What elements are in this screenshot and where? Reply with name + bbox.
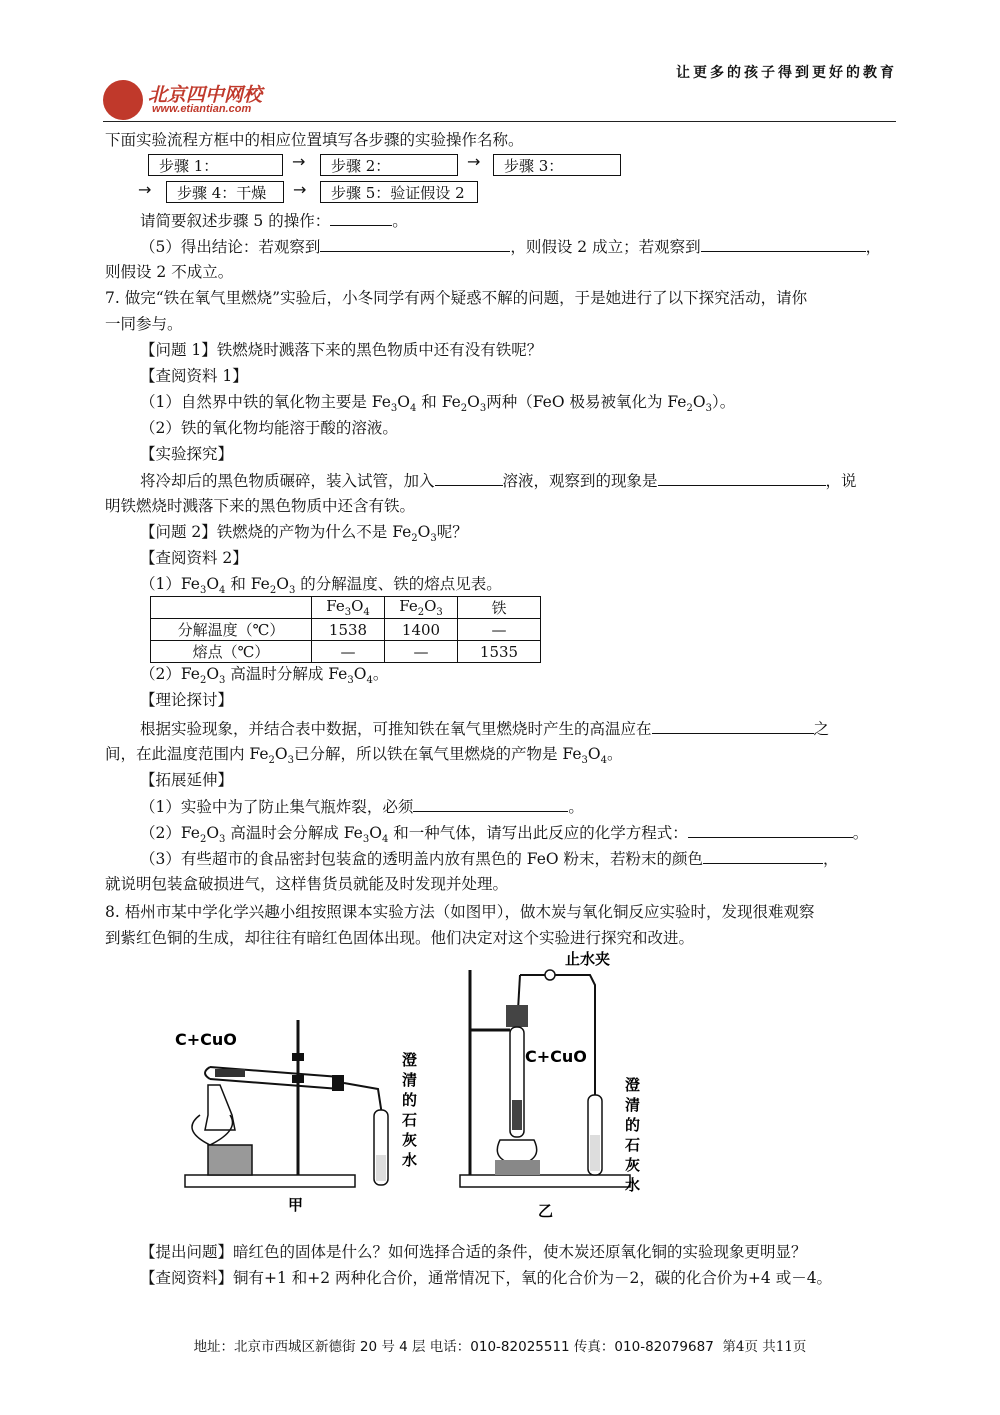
arrow-icon: → <box>138 180 152 199</box>
q7-extension-3-cont: 就说明包装盒破损进气，这样售货员就能及时发现并处理。 <box>105 875 509 893</box>
q6-describe: 请简要叙述步骤 5 的操作： 。 <box>140 208 930 233</box>
table-cell <box>151 597 312 619</box>
q6-intro: 下面实验流程方框中的相应位置填写各步骤的实验操作名称。 <box>105 131 524 149</box>
figure-a-water-char: 石 <box>402 1111 418 1129</box>
q7-theory-cont: 间，在此温度范围内 $Fe_2O_3$已分解，所以铁在氧气里燃烧的产物是 $Fe_3O_4$。 <box>105 745 623 767</box>
q7-theory-heading: 【理论探讨】 <box>140 691 234 709</box>
q8-info: 【查阅资料】铜有+1 和+2 两种化合价，通常情况下，氧的化合价为－2，碳的化合价为+4 或－4。 <box>140 1269 833 1287</box>
figure-b-water-char: 石 <box>625 1136 641 1154</box>
page-footer <box>0 1335 1000 1355</box>
table-cell: $Fe_3O_4$ <box>312 597 385 619</box>
property-table <box>150 596 541 663</box>
q7-reference1-b: （2）铁的氧化物均能溶于酸的溶液。 <box>140 419 398 437</box>
q7-extension-heading: 【拓展延伸】 <box>140 771 234 789</box>
figure-b-water-char: 灰 <box>625 1156 641 1174</box>
figure-a-apparatus <box>170 1005 430 1215</box>
figure-b-water-char: 水 <box>625 1176 641 1194</box>
step3-box: 步骤 3： <box>493 154 621 176</box>
figure-a-water-char: 灰 <box>402 1131 418 1149</box>
q7-reference2-b: $(2)Fe_2O_3$ 高温时分解成 $Fe_3O_4$。 <box>140 665 389 687</box>
step1-box: 步骤 1： <box>148 154 283 176</box>
q7-theory-text: 根据实验现象，并结合表中数据，可推知铁在氧气里燃烧时产生的高温应在 之 <box>140 716 930 741</box>
q7-reference1: 【查阅资料 1】 <box>140 367 248 385</box>
header-slogan: 让更多的孩子得到更好的教育 <box>676 65 897 81</box>
page-number: 第4页 共11页 <box>722 1339 807 1355</box>
figure-b-water-char: 澄 <box>625 1076 641 1094</box>
q7-reference2: 【查阅资料 2】 <box>140 549 248 567</box>
table-cell: 分解温度（℃） <box>151 619 312 641</box>
table-row <box>151 597 541 619</box>
header-divider <box>103 121 896 122</box>
q7-problem1: 【问题 1】铁燃烧时溅落下来的黑色物质中还有没有铁呢？ <box>140 341 543 359</box>
q7-extension-1: （1）实验中为了防止集气瓶炸裂，必须 。 <box>140 794 930 819</box>
arrow-icon: → <box>292 152 306 171</box>
q7-experiment-cont: 明铁燃烧时溅落下来的黑色物质中还含有铁。 <box>105 497 416 515</box>
figure-b-clamp-label: 止水夹 <box>565 950 611 968</box>
figure-b-water-char: 的 <box>625 1116 641 1134</box>
figure-a-label: C+CuO <box>175 1030 237 1049</box>
logo-url: www.etiantian.com <box>152 103 252 115</box>
table-row <box>151 641 541 663</box>
q7-experiment-text: 将冷却后的黑色物质碾碎，装入试管，加入 溶液，观察到的现象是 ，说 <box>140 468 930 493</box>
q7-reference2-a: $(1)Fe_3O_4$ 和 $Fe_2O_3$ 的分解温度、铁的熔点见表。 <box>140 575 502 597</box>
logo-emblem <box>103 80 143 120</box>
table-cell: — <box>385 641 458 663</box>
figure-b-caption: 乙 <box>538 1202 554 1220</box>
q7-title: 7. 做完“铁在氧气里燃烧”实验后，小冬同学有两个疑惑不解的问题，于是她进行了以下探究活动，请你 <box>105 289 808 307</box>
q8-title-cont: 到紫红色铜的生成，却往往有暗红色固体出现。他们决定对这个实验进行探究和改进。 <box>105 929 695 947</box>
q7-extension-3: （3）有些超市的食品密封包装盒的透明盖内放有黑色的 FeO 粉末，若粉末的颜色 ， <box>140 846 930 871</box>
figure-a-water-char: 清 <box>402 1071 418 1089</box>
q8-title: 8. 梧州市某中学化学兴趣小组按照课本实验方法（如图甲），做木炭与氧化铜反应实验时，发现很难观察 <box>105 903 815 921</box>
figure-b-water-char: 清 <box>625 1096 641 1114</box>
figure-a-water-char: 的 <box>402 1091 418 1109</box>
figure-a-caption: 甲 <box>288 1196 304 1214</box>
arrow-icon: → <box>293 180 307 199</box>
figure-b-label: C+CuO <box>525 1047 587 1066</box>
logo-text: 北京四中网校 <box>148 84 263 106</box>
table-cell: — <box>312 641 385 663</box>
table-cell: — <box>458 619 541 641</box>
q7-experiment-heading: 【实验探究】 <box>140 445 234 463</box>
figure-a-water-char: 水 <box>402 1151 418 1169</box>
figure-a-water-char: 澄 <box>402 1051 418 1069</box>
q7-problem2: 【问题 2】铁燃烧的产物为什么不是 $Fe_2O_3$呢？ <box>140 523 468 545</box>
q6-conclusion-cont: 则假设 2 不成立。 <box>105 263 234 281</box>
q6-conclusion: （5）得出结论：若观察到 ，则假设 2 成立；若观察到 ， <box>140 234 930 259</box>
footer-address: 地址：北京市西城区新德街 20 号 4 层 电话：010-82025511 传真：010-82079687 <box>193 1339 714 1355</box>
q7-reference1-a: （1）自然界中铁的氧化物主要是 $Fe_3O_4$ 和 $Fe_2O_3$两种（FeO 极易被氧化为 $Fe_2O_3$）。 <box>140 393 736 415</box>
table-cell: 1538 <box>312 619 385 641</box>
step2-box: 步骤 2： <box>320 154 458 176</box>
q7-title-cont: 一同参与。 <box>105 315 183 333</box>
figure-b-apparatus <box>450 950 680 1220</box>
table-cell: 熔点（℃） <box>151 641 312 663</box>
step4-box: 步骤 4：干燥 <box>166 181 284 203</box>
table-cell: 铁 <box>458 597 541 619</box>
arrow-icon: → <box>467 152 481 171</box>
q7-extension-2: $(2)Fe_2O_3$ 高温时会分解成 $Fe_3O_4$ 和一种气体，请写出此反应的化学方程式： 。 <box>140 820 930 852</box>
table-cell: $Fe_2O_3$ <box>385 597 458 619</box>
table-row <box>151 619 541 641</box>
q8-ask: 【提出问题】暗红色的固体是什么？如何选择合适的条件，使木炭还原氧化铜的实验现象更明显？ <box>140 1243 807 1261</box>
table-cell: 1400 <box>385 619 458 641</box>
table-cell: 1535 <box>458 641 541 663</box>
step5-box: 步骤 5：验证假设 2 <box>320 181 478 203</box>
